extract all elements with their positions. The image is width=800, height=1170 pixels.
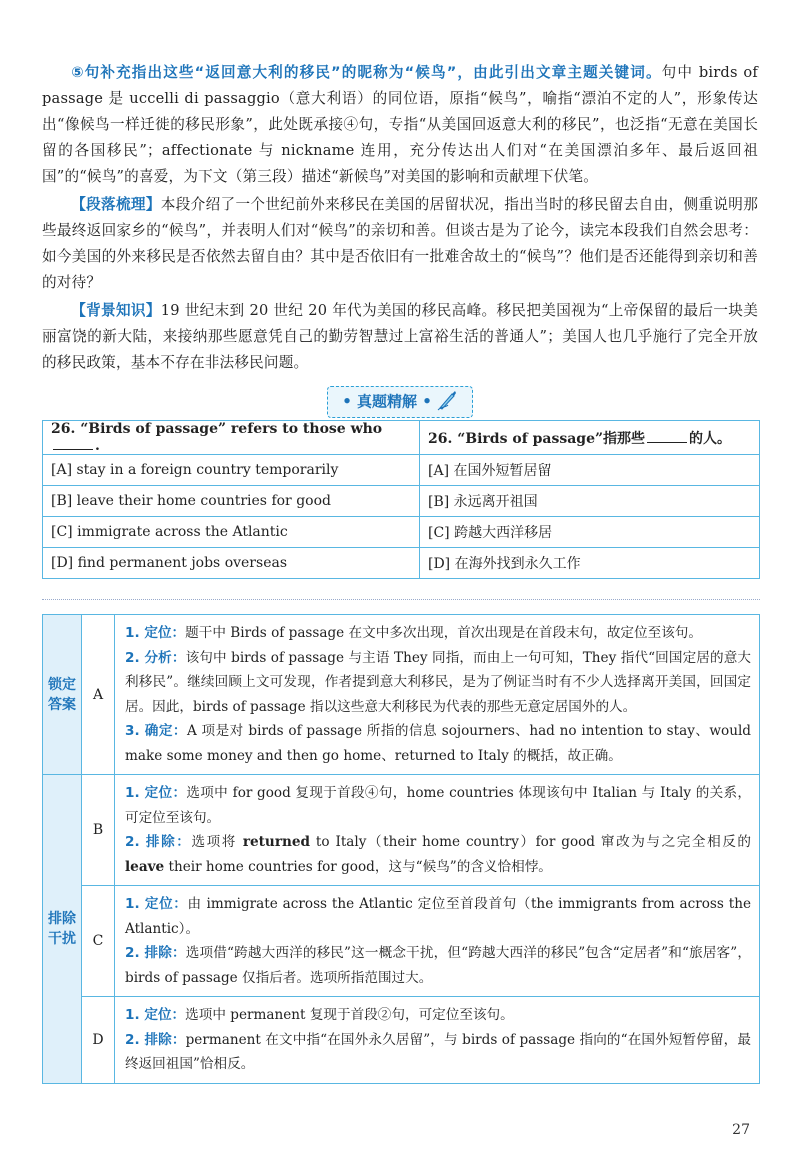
stem-en-text: 26. “Birds of passage” refers to those who: [51, 421, 383, 437]
step-label: 1. 定位：: [125, 1007, 186, 1023]
divider: [42, 599, 760, 600]
option-c-en: [C] immigrate across the Atlantic: [43, 517, 420, 548]
background-knowledge-label: 【背景知识】: [71, 302, 161, 319]
step-text: their home countries for good，这与“候鸟”的含义恰相悖。: [164, 858, 552, 875]
step-label: 1. 定位：: [125, 896, 188, 912]
stem-zh-tail: 的人。: [689, 430, 732, 447]
step-label: 2. 排除：: [125, 945, 186, 961]
page-content: [42, 60, 758, 1084]
paragraph-summary-label: 【段落梳理】: [71, 196, 161, 213]
option-row-b: [43, 486, 760, 517]
step-text: permanent 在文中指“在国外永久居留”，与 birds of passage 指向的“在国外短暂停留，最终返回祖国”恰相反。: [125, 1031, 751, 1072]
answer-c-step-2: [125, 941, 751, 990]
page-number: 27: [732, 1122, 750, 1138]
answer-b-explanation: [115, 775, 760, 886]
answer-a-step-1: [125, 621, 751, 646]
question-table: [42, 420, 760, 579]
section-title-text: • 真题精解 •: [342, 392, 432, 411]
question-stem-en: [43, 421, 420, 455]
step-label: 2. 排除：: [125, 834, 192, 850]
answer-b-step-2: [125, 830, 751, 879]
section-title: [327, 386, 473, 418]
step-label: 1. 定位：: [125, 785, 187, 801]
answer-blank: [53, 437, 93, 450]
option-c-zh: [C] 跨越大西洋移居: [420, 517, 760, 548]
intro-paragraph-1: [42, 60, 758, 190]
step-text: A 项是对 birds of passage 所指的信息 sojourners、had no intention to stay、would make some money and then go home、returned to Italy 的概括，故正确。: [125, 723, 751, 764]
intro-lead: ⑤句补充指出这些“返回意大利的移民”的昵称为“候鸟”，由此引出文章主题关键词。: [71, 64, 662, 81]
question-stem-row: [43, 421, 760, 455]
answer-table: [42, 614, 760, 1084]
answer-row-a: [43, 615, 760, 775]
answer-d-step-1: [125, 1003, 751, 1028]
option-row-d: [43, 548, 760, 579]
stem-en-period: .: [95, 438, 100, 454]
bold-word-leave: leave: [125, 858, 165, 875]
answer-d-step-2: [125, 1028, 751, 1077]
answer-row-d: [43, 997, 760, 1084]
step-label: 2. 排除：: [125, 1031, 186, 1048]
answer-a-step-2: [125, 646, 751, 720]
bold-word-returned: returned: [242, 834, 311, 850]
step-text: 题干中 Birds of passage 在文中多次出现，首次出现是在首段末句，故定位至该句。: [185, 625, 702, 641]
paragraph-summary-body: 本段介绍了一个世纪前外来移民在美国的居留状况，指出当时的移民留去自由，侧重说明那些最终返回家乡的“候鸟”，并表明人们对“候鸟”的亲切和善。但谈古是为了论今，读完本段我们自然会思考：如今美国的外来移民是否依然去留自由？其中是否依旧有一批难舍故土的“候鸟”？他们是否还能得到亲切和善的对待？: [42, 196, 758, 291]
step-text: 选项中 for good 复现于首段④句，home countries 体现该句中 Italian 与 Italy 的关系，可定位至该句。: [125, 785, 751, 826]
question-stem-zh: [420, 421, 760, 455]
answer-row-b: [43, 775, 760, 886]
background-knowledge: [42, 298, 758, 376]
option-a-en: [A] stay in a foreign country temporarily: [43, 455, 420, 486]
answer-row-c: [43, 886, 760, 997]
step-label: 2. 分析：: [125, 649, 186, 666]
step-text: to Italy（their home country）for good 窜改为与之完全相反的: [310, 834, 752, 850]
option-a-zh: [A] 在国外短暂居留: [420, 455, 760, 486]
answer-d-explanation: [115, 997, 760, 1084]
step-text: 选项借“跨越大西洋的移民”这一概念干扰，但“跨越大西洋的移民”包含“定居者”和“旅居客”，birds of passage 仅指后者。选项所指范围过大。: [125, 945, 752, 986]
option-b-en: [B] leave their home countries for good: [43, 486, 420, 517]
exclude-text: 排除干扰: [48, 910, 76, 947]
lock-answer-text: 锁定答案: [48, 676, 76, 713]
answer-option-a: A: [82, 615, 115, 775]
step-label: 1. 定位：: [125, 625, 186, 641]
step-text: 由 immigrate across the Atlantic 定位至首段首句（the immigrants from across the Atlantic）。: [125, 896, 752, 937]
intro-body: 句中 birds of passage 是 uccelli di passaggio（意大利语）的同位语，原指“候鸟”，喻指“漂泊不定的人”，形象传达出“像候鸟一样迁徙的移民形象”，此处既承接④句，专指“从美国回返意大利的移民”，也泛指“无意在美国长留的各国移民”；affectionate 与 nickname 连用，充分传达出人们对“在美国漂泊多年、最后返回祖国”的“候鸟”的喜爱，为下文（第三段）描述“新候鸟”对美国的影响和贡献埋下伏笔。: [42, 64, 758, 185]
background-knowledge-body: 19 世纪末到 20 世纪 20 年代为美国的移民高峰。移民把美国视为“上帝保留的最后一块美丽富饶的新大陆，来接纳那些愿意凭自己的勤劳智慧过上富裕生活的普通人”；美国人也几乎施行了完全开放的移民政策，基本不存在非法移民问题。: [42, 302, 758, 371]
answer-c-step-1: [125, 892, 751, 941]
step-text: 选项中 permanent 复现于首段②句，可定位至该句。: [185, 1007, 514, 1023]
step-text: 该句中 birds of passage 与主语 They 同指，而由上一句可知，They 指代“回国定居的意大利移民”。继续回顾上文可发现，作者提到意大利移民，是为了例证当时有不少人选择离开美国，回国定居。因此，birds of passage 指以这些意大利移民为代表的那些无意定居国外的人。: [125, 649, 751, 715]
answer-b-step-1: [125, 781, 751, 830]
option-b-zh: [B] 永远离开祖国: [420, 486, 760, 517]
answer-option-c: C: [82, 886, 115, 997]
step-text: 选项将: [191, 834, 243, 850]
exclude-label: [43, 775, 82, 1084]
paragraph-summary: [42, 192, 758, 296]
answer-blank: [647, 430, 687, 443]
option-d-en: [D] find permanent jobs overseas: [43, 548, 420, 579]
stem-zh-text: 26. “Birds of passage”指那些: [428, 430, 646, 447]
lock-answer-label: [43, 615, 82, 775]
pen-icon: [436, 389, 458, 415]
answer-option-b: B: [82, 775, 115, 886]
answer-a-explanation: [115, 615, 760, 775]
option-row-a: [43, 455, 760, 486]
option-d-zh: [D] 在海外找到永久工作: [420, 548, 760, 579]
answer-option-d: D: [82, 997, 115, 1084]
answer-c-explanation: [115, 886, 760, 997]
step-label: 3. 确定：: [125, 723, 187, 739]
option-row-c: [43, 517, 760, 548]
section-title-wrap: [42, 386, 758, 414]
answer-a-step-3: [125, 719, 751, 768]
